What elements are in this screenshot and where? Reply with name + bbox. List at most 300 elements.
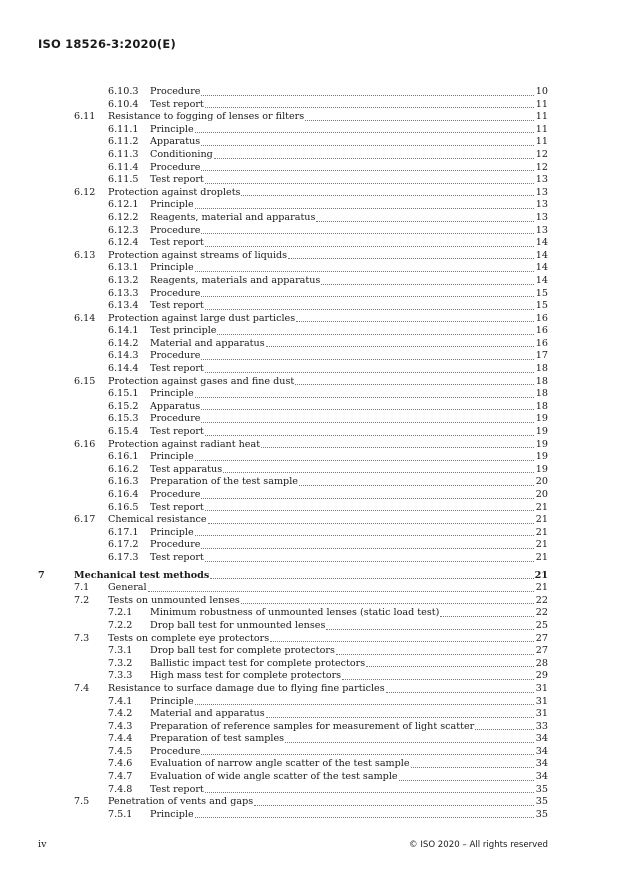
- toc-entry-title: Principle: [150, 695, 194, 707]
- toc-entry-line: [150, 620, 548, 633]
- toc-entry[interactable]: [0, 539, 620, 552]
- toc-entry-title: Test principle: [150, 325, 217, 337]
- toc-entry-line: [150, 809, 548, 822]
- toc-entry-line: [108, 683, 548, 696]
- dot-leader: [201, 233, 534, 234]
- dot-leader: [201, 498, 534, 499]
- toc-entry[interactable]: [0, 136, 620, 149]
- toc-entry-number: 7.3: [74, 632, 90, 644]
- toc-entry-line: [108, 250, 548, 263]
- toc-entry-number: 6.16.5: [108, 501, 139, 513]
- toc-entry-page: 21: [534, 569, 548, 581]
- toc-entry[interactable]: [0, 514, 620, 527]
- toc-entry-title: Ballistic impact test for complete protectors: [150, 657, 366, 669]
- toc-entry[interactable]: [0, 401, 620, 414]
- toc-entry[interactable]: [0, 582, 620, 595]
- toc-entry-page: 31: [535, 708, 548, 720]
- toc-entry-page: 14: [535, 237, 548, 249]
- toc-entry-line: [150, 99, 548, 112]
- dot-leader: [195, 817, 534, 818]
- toc-entry-page: 16: [535, 337, 548, 349]
- toc-entry-page: 11: [535, 98, 548, 110]
- dot-leader: [205, 372, 534, 373]
- toc-entry[interactable]: [0, 187, 620, 200]
- toc-entry[interactable]: [0, 111, 620, 124]
- toc-entry-line: [150, 758, 548, 771]
- toc-entry-line: [150, 86, 548, 99]
- toc-entry-title: Test report: [150, 98, 204, 110]
- dot-leader: [261, 447, 534, 448]
- toc-entry-number: 7.4.4: [108, 733, 133, 745]
- dot-leader: [305, 120, 534, 121]
- toc-entry-line: [150, 476, 548, 489]
- toc-entry[interactable]: [0, 413, 620, 426]
- toc-entry-page: 21: [535, 539, 548, 551]
- toc-entry[interactable]: [0, 376, 620, 389]
- toc-entry[interactable]: [0, 670, 620, 683]
- toc-entry-line: [108, 376, 548, 389]
- toc-entry-line: [108, 514, 548, 527]
- dot-leader: [201, 95, 534, 96]
- toc-entry[interactable]: [0, 607, 620, 620]
- toc-entry-title: Reagents, materials and apparatus: [150, 274, 321, 286]
- toc-entry-page: 35: [535, 783, 548, 795]
- dot-leader: [201, 145, 534, 146]
- toc-entry-number: 6.10.3: [108, 86, 139, 97]
- toc-entry-page: 14: [535, 249, 548, 261]
- toc-entry-page: 34: [535, 733, 548, 745]
- toc-entry-title: Procedure: [150, 539, 201, 551]
- toc-entry-line: [150, 721, 548, 734]
- toc-entry-title: Tests on complete eye protectors: [108, 632, 270, 644]
- toc-entry[interactable]: [0, 174, 620, 187]
- toc-entry-number: 6.14.4: [108, 363, 139, 375]
- toc-entry-title: Apparatus: [150, 400, 201, 412]
- toc-entry[interactable]: [0, 476, 620, 489]
- dot-leader: [201, 754, 534, 755]
- toc-entry-page: 35: [535, 796, 548, 808]
- dot-leader: [208, 523, 534, 524]
- toc-entry-line: [150, 771, 548, 784]
- toc-entry[interactable]: [0, 388, 620, 401]
- toc-entry[interactable]: [0, 502, 620, 515]
- toc-entry-title: Test report: [150, 501, 204, 513]
- dot-leader: [205, 510, 534, 511]
- toc-entry-number: 6.16.1: [108, 451, 139, 463]
- toc-entry-title: General: [108, 582, 147, 594]
- toc-entry[interactable]: [0, 721, 620, 734]
- toc-entry-number: 6.12.3: [108, 224, 139, 236]
- toc-entry[interactable]: [0, 124, 620, 137]
- dot-leader: [254, 805, 534, 806]
- dot-leader: [205, 309, 534, 310]
- dot-leader: [285, 742, 534, 743]
- toc-entry-title: Conditioning: [150, 148, 213, 160]
- toc-entry-line: [150, 225, 548, 238]
- toc-entry-line: [150, 162, 548, 175]
- toc-entry-line: [150, 539, 548, 552]
- toc-entry-line: [150, 413, 548, 426]
- toc-entry-title: Procedure: [150, 161, 201, 173]
- toc-entry[interactable]: [0, 262, 620, 275]
- toc-entry[interactable]: [0, 199, 620, 212]
- dot-leader: [205, 792, 534, 793]
- toc-entry-line: [150, 645, 548, 658]
- toc-entry-page: 18: [535, 388, 548, 400]
- toc-entry-line: [108, 313, 548, 326]
- toc-entry-page: 33: [535, 720, 548, 732]
- toc-entry-line: [150, 733, 548, 746]
- toc-entry[interactable]: [0, 288, 620, 301]
- dot-leader: [223, 472, 534, 473]
- toc-entry-line: [150, 552, 548, 565]
- toc-entry-page: 15: [535, 287, 548, 299]
- toc-entry-number: 6.14: [74, 312, 96, 324]
- toc-entry-line: [150, 363, 548, 376]
- toc-entry-line: [150, 199, 548, 212]
- toc-entry[interactable]: [0, 784, 620, 797]
- toc-entry-number: 7.2.2: [108, 619, 133, 631]
- toc-entry-page: 13: [535, 224, 548, 236]
- toc-entry[interactable]: [0, 149, 620, 162]
- toc-entry-line: [150, 670, 548, 683]
- toc-entry-line: [150, 527, 548, 540]
- toc-entry[interactable]: [0, 338, 620, 351]
- toc-entry-line: [150, 262, 548, 275]
- toc-entry-title: Principle: [150, 199, 194, 211]
- toc-entry-title: Apparatus: [150, 136, 201, 148]
- toc-entry-line: [150, 300, 548, 313]
- toc-entry-title: Test report: [150, 783, 204, 795]
- toc-entry-line: [150, 708, 548, 721]
- dot-leader: [299, 485, 534, 486]
- toc-entry-line: [150, 149, 548, 162]
- dot-leader: [195, 460, 534, 461]
- toc-entry[interactable]: [0, 363, 620, 376]
- toc-entry-page: 11: [535, 123, 548, 135]
- toc-entry-number: 7: [38, 569, 45, 581]
- toc-entry-title: Procedure: [150, 224, 201, 236]
- toc-entry-line: [74, 570, 548, 583]
- page-number: iv: [38, 839, 47, 850]
- dot-leader: [288, 258, 534, 259]
- toc-entry-number: 7.4.7: [108, 771, 133, 783]
- dot-leader: [342, 679, 534, 680]
- dot-leader: [205, 107, 534, 108]
- toc-entry[interactable]: [0, 708, 620, 721]
- toc-entry-line: [150, 607, 548, 620]
- toc-entry-page: 20: [535, 476, 548, 488]
- toc-entry-page: 16: [535, 325, 548, 337]
- toc-entry[interactable]: [0, 99, 620, 112]
- toc-entry-page: 22: [535, 607, 548, 619]
- toc-entry-title: Test report: [150, 426, 204, 438]
- dot-leader: [366, 666, 534, 667]
- toc-entry-page: 21: [535, 582, 548, 594]
- toc-entry-page: 22: [535, 594, 548, 606]
- dot-leader: [195, 535, 534, 536]
- dot-leader: [201, 296, 534, 297]
- toc-entry-number: 7.4.5: [108, 745, 133, 757]
- toc-entry-title: Tests on unmounted lenses: [108, 594, 240, 606]
- dot-leader: [295, 384, 534, 385]
- toc-entry[interactable]: [0, 645, 620, 658]
- toc-entry-line: [150, 401, 548, 414]
- toc-entry-line: [150, 502, 548, 515]
- dot-leader: [326, 629, 534, 630]
- toc-entry-number: 6.12: [74, 186, 96, 198]
- toc-entry-title: Procedure: [150, 489, 201, 500]
- toc-entry-number: 6.16: [74, 438, 96, 450]
- toc-entry-title: Drop ball test for unmounted lenses: [150, 619, 326, 631]
- toc-entry-title: Resistance to surface damage due to flying fine particles: [108, 682, 385, 694]
- toc-entry-page: 14: [535, 274, 548, 286]
- toc-entry-title: Procedure: [150, 287, 201, 299]
- toc-entry-title: Reagents, material and apparatus: [150, 211, 316, 223]
- toc-entry-title: Material and apparatus: [150, 708, 265, 720]
- toc-entry-title: Preparation of reference samples for measurement of light scatter: [150, 720, 475, 732]
- toc-entry-title: Test report: [150, 300, 204, 312]
- toc-entry[interactable]: [0, 325, 620, 338]
- toc-entry-number: 6.17.3: [108, 551, 139, 563]
- toc-entry-title: Protection against radiant heat: [108, 438, 261, 450]
- toc-entry-line: [150, 658, 548, 671]
- toc-entry-title: Test report: [150, 363, 204, 375]
- toc-entry-title: Evaluation of narrow angle scatter of the test sample: [150, 758, 410, 770]
- toc-entry[interactable]: [0, 552, 620, 565]
- toc-entry-number: 6.15.3: [108, 413, 139, 425]
- toc-entry-line: [150, 288, 548, 301]
- dot-leader: [201, 409, 534, 410]
- toc-entry[interactable]: [0, 733, 620, 746]
- toc-entry[interactable]: [0, 696, 620, 709]
- toc-entry-page: 13: [535, 186, 548, 198]
- toc-entry-page: 25: [535, 619, 548, 631]
- page-footer: [38, 838, 548, 852]
- dot-leader: [210, 578, 533, 579]
- toc-entry-number: 7.4.3: [108, 720, 133, 732]
- toc-entry-number: 6.13.4: [108, 300, 139, 312]
- dot-leader: [195, 397, 534, 398]
- toc-entry[interactable]: [0, 237, 620, 250]
- toc-entry-number: 6.16.2: [108, 463, 139, 475]
- dot-leader: [440, 616, 534, 617]
- toc-entry-title: Principle: [150, 123, 194, 135]
- toc-entry-page: 34: [535, 771, 548, 783]
- toc-entry-page: 16: [535, 312, 548, 324]
- toc-entry-page: 20: [535, 489, 548, 500]
- toc-entry[interactable]: [0, 225, 620, 238]
- dot-leader: [205, 435, 534, 436]
- toc-entry[interactable]: [0, 658, 620, 671]
- toc-entry-page: 15: [535, 300, 548, 312]
- toc-entry-number: 6.10.4: [108, 98, 139, 110]
- toc-entry-title: Protection against gases and fine dust: [108, 375, 295, 387]
- toc-entry-title: High mass test for complete protectors: [150, 670, 342, 682]
- toc-entry-number: 7.4.6: [108, 758, 133, 770]
- toc-entry-number: 6.14.3: [108, 350, 139, 362]
- toc-entry-page: 34: [535, 745, 548, 757]
- toc-entry-title: Procedure: [150, 350, 201, 362]
- toc-entry[interactable]: [0, 620, 620, 633]
- toc-entry-number: 6.17.1: [108, 526, 139, 538]
- toc-entry[interactable]: [0, 350, 620, 363]
- toc-entry-page: 35: [535, 808, 548, 820]
- toc-entry-line: [150, 426, 548, 439]
- toc-entry-page: 19: [535, 451, 548, 463]
- toc-entry-line: [150, 325, 548, 338]
- toc-entry-title: Chemical resistance: [108, 514, 207, 526]
- toc-entry-title: Principle: [150, 808, 194, 820]
- toc-entry-number: 6.11.5: [108, 174, 139, 186]
- toc-entry-page: 31: [535, 695, 548, 707]
- toc-entry-number: 7.4: [74, 682, 90, 694]
- dot-leader: [195, 271, 534, 272]
- toc-entry-line: [108, 595, 548, 608]
- toc-entry-page: 34: [535, 758, 548, 770]
- toc-entry-number: 7.4.8: [108, 783, 133, 795]
- toc-entry-title: Test report: [150, 551, 204, 563]
- toc-entry-title: Protection against droplets: [108, 186, 241, 198]
- toc-entry[interactable]: [0, 809, 620, 822]
- toc-entry-number: 6.17: [74, 514, 96, 526]
- toc-entry-title: Principle: [150, 451, 194, 463]
- toc-entry-title: Principle: [150, 262, 194, 274]
- toc-entry-line: [108, 187, 548, 200]
- toc-entry-number: 6.11.3: [108, 148, 139, 160]
- dot-leader: [195, 132, 534, 133]
- toc-entry[interactable]: [0, 796, 620, 809]
- dot-leader: [205, 561, 534, 562]
- toc-entry-page: 11: [535, 111, 548, 123]
- toc-entry-title: Protection against streams of liquids: [108, 249, 288, 261]
- toc-entry-title: Preparation of the test sample: [150, 476, 298, 488]
- toc-entry-number: 6.13: [74, 249, 96, 261]
- toc-entry-title: Mechanical test methods: [74, 569, 210, 581]
- toc-entry-page: 19: [535, 463, 548, 475]
- toc-entry-page: 10: [535, 86, 548, 97]
- toc-entry[interactable]: [0, 250, 620, 263]
- toc-entry[interactable]: [0, 683, 620, 696]
- toc-entry[interactable]: [0, 746, 620, 759]
- toc-entry-line: [108, 796, 548, 809]
- toc-entry-number: 6.12.4: [108, 237, 139, 249]
- toc-entry-number: 6.15.1: [108, 388, 139, 400]
- toc-entry[interactable]: [0, 527, 620, 540]
- dot-leader: [270, 641, 534, 642]
- document-id: ISO 18526-3:2020(E): [38, 37, 176, 51]
- toc-entry-number: 6.16.4: [108, 489, 139, 500]
- toc-entry-page: 18: [535, 363, 548, 375]
- toc-entry-page: 18: [535, 400, 548, 412]
- toc-entry[interactable]: [0, 439, 620, 452]
- toc-entry[interactable]: [0, 758, 620, 771]
- dot-leader: [201, 170, 534, 171]
- toc-entry-page: 27: [535, 632, 548, 644]
- toc-entry-line: [150, 451, 548, 464]
- toc-entry-line: [150, 464, 548, 477]
- toc-entry[interactable]: [0, 162, 620, 175]
- toc-entry-line: [108, 439, 548, 452]
- toc-entry-page: 21: [535, 514, 548, 526]
- toc-entry[interactable]: [0, 451, 620, 464]
- toc-entry[interactable]: [0, 300, 620, 313]
- toc-entry-page: 21: [535, 501, 548, 513]
- dot-leader: [195, 208, 534, 209]
- toc-entry-number: 6.14.1: [108, 325, 139, 337]
- toc-entry-page: 29: [535, 670, 548, 682]
- toc-entry[interactable]: [0, 595, 620, 608]
- toc-entry-title: Penetration of vents and gaps: [108, 796, 254, 808]
- toc-entry-number: 6.12.1: [108, 199, 139, 211]
- toc-entry-page: 13: [535, 211, 548, 223]
- toc-entry[interactable]: [0, 313, 620, 326]
- toc-entry-number: 7.3.3: [108, 670, 133, 682]
- toc-entry-page: 13: [535, 199, 548, 211]
- toc-entry-number: 6.12.2: [108, 211, 139, 223]
- toc-entry-title: Minimum robustness of unmounted lenses (static load test): [150, 607, 440, 619]
- toc-entry-page: 19: [535, 413, 548, 425]
- toc-entry-line: [150, 489, 548, 502]
- toc-entry-title: Principle: [150, 526, 194, 538]
- toc-entry[interactable]: [0, 464, 620, 477]
- dot-leader: [321, 284, 534, 285]
- toc-entry[interactable]: [0, 771, 620, 784]
- toc-entry-page: 19: [535, 438, 548, 450]
- toc-entry-number: 6.14.2: [108, 337, 139, 349]
- toc-entry-title: Procedure: [150, 86, 201, 97]
- toc-entry-line: [150, 124, 548, 137]
- toc-entry-line: [150, 174, 548, 187]
- dot-leader: [205, 246, 534, 247]
- toc-entry-line: [150, 746, 548, 759]
- toc-entry-title: Resistance to fogging of lenses or filters: [108, 111, 305, 123]
- toc-entry-line: [150, 388, 548, 401]
- toc-entry-number: 6.11.1: [108, 123, 139, 135]
- toc-entry[interactable]: [0, 86, 620, 99]
- toc-entry-number: 7.3.1: [108, 645, 133, 657]
- toc-entry-number: 6.11.2: [108, 136, 139, 148]
- dot-leader: [241, 603, 534, 604]
- toc-entry-page: 13: [535, 174, 548, 186]
- toc-entry[interactable]: [0, 633, 620, 646]
- toc-entry-number: 6.13.1: [108, 262, 139, 274]
- toc-entry-number: 7.4.2: [108, 708, 133, 720]
- toc-entry-page: 27: [535, 645, 548, 657]
- toc-entry-page: 28: [535, 657, 548, 669]
- dot-leader: [475, 729, 534, 730]
- toc-entry-number: 6.11.4: [108, 161, 139, 173]
- toc-entry[interactable]: [0, 489, 620, 502]
- toc-entry-page: 12: [535, 161, 548, 173]
- dot-leader: [266, 717, 534, 718]
- toc-entry[interactable]: [0, 570, 620, 583]
- toc-entry-title: Material and apparatus: [150, 337, 265, 349]
- toc-entry-number: 6.13.2: [108, 274, 139, 286]
- toc-entry[interactable]: [0, 426, 620, 439]
- toc-entry-line: [150, 696, 548, 709]
- dot-leader: [214, 158, 534, 159]
- dot-leader: [336, 654, 534, 655]
- toc-entry-number: 7.5.1: [108, 808, 133, 820]
- toc-entry-number: 7.3.2: [108, 657, 133, 669]
- toc-entry-page: 17: [535, 350, 548, 362]
- copyright-notice: © ISO 2020 – All rights reserved: [409, 840, 548, 850]
- toc-entry[interactable]: [0, 275, 620, 288]
- toc-entry-page: 14: [535, 262, 548, 274]
- toc-entry[interactable]: [0, 212, 620, 225]
- toc-entry-title: Evaluation of wide angle scatter of the test sample: [150, 771, 398, 783]
